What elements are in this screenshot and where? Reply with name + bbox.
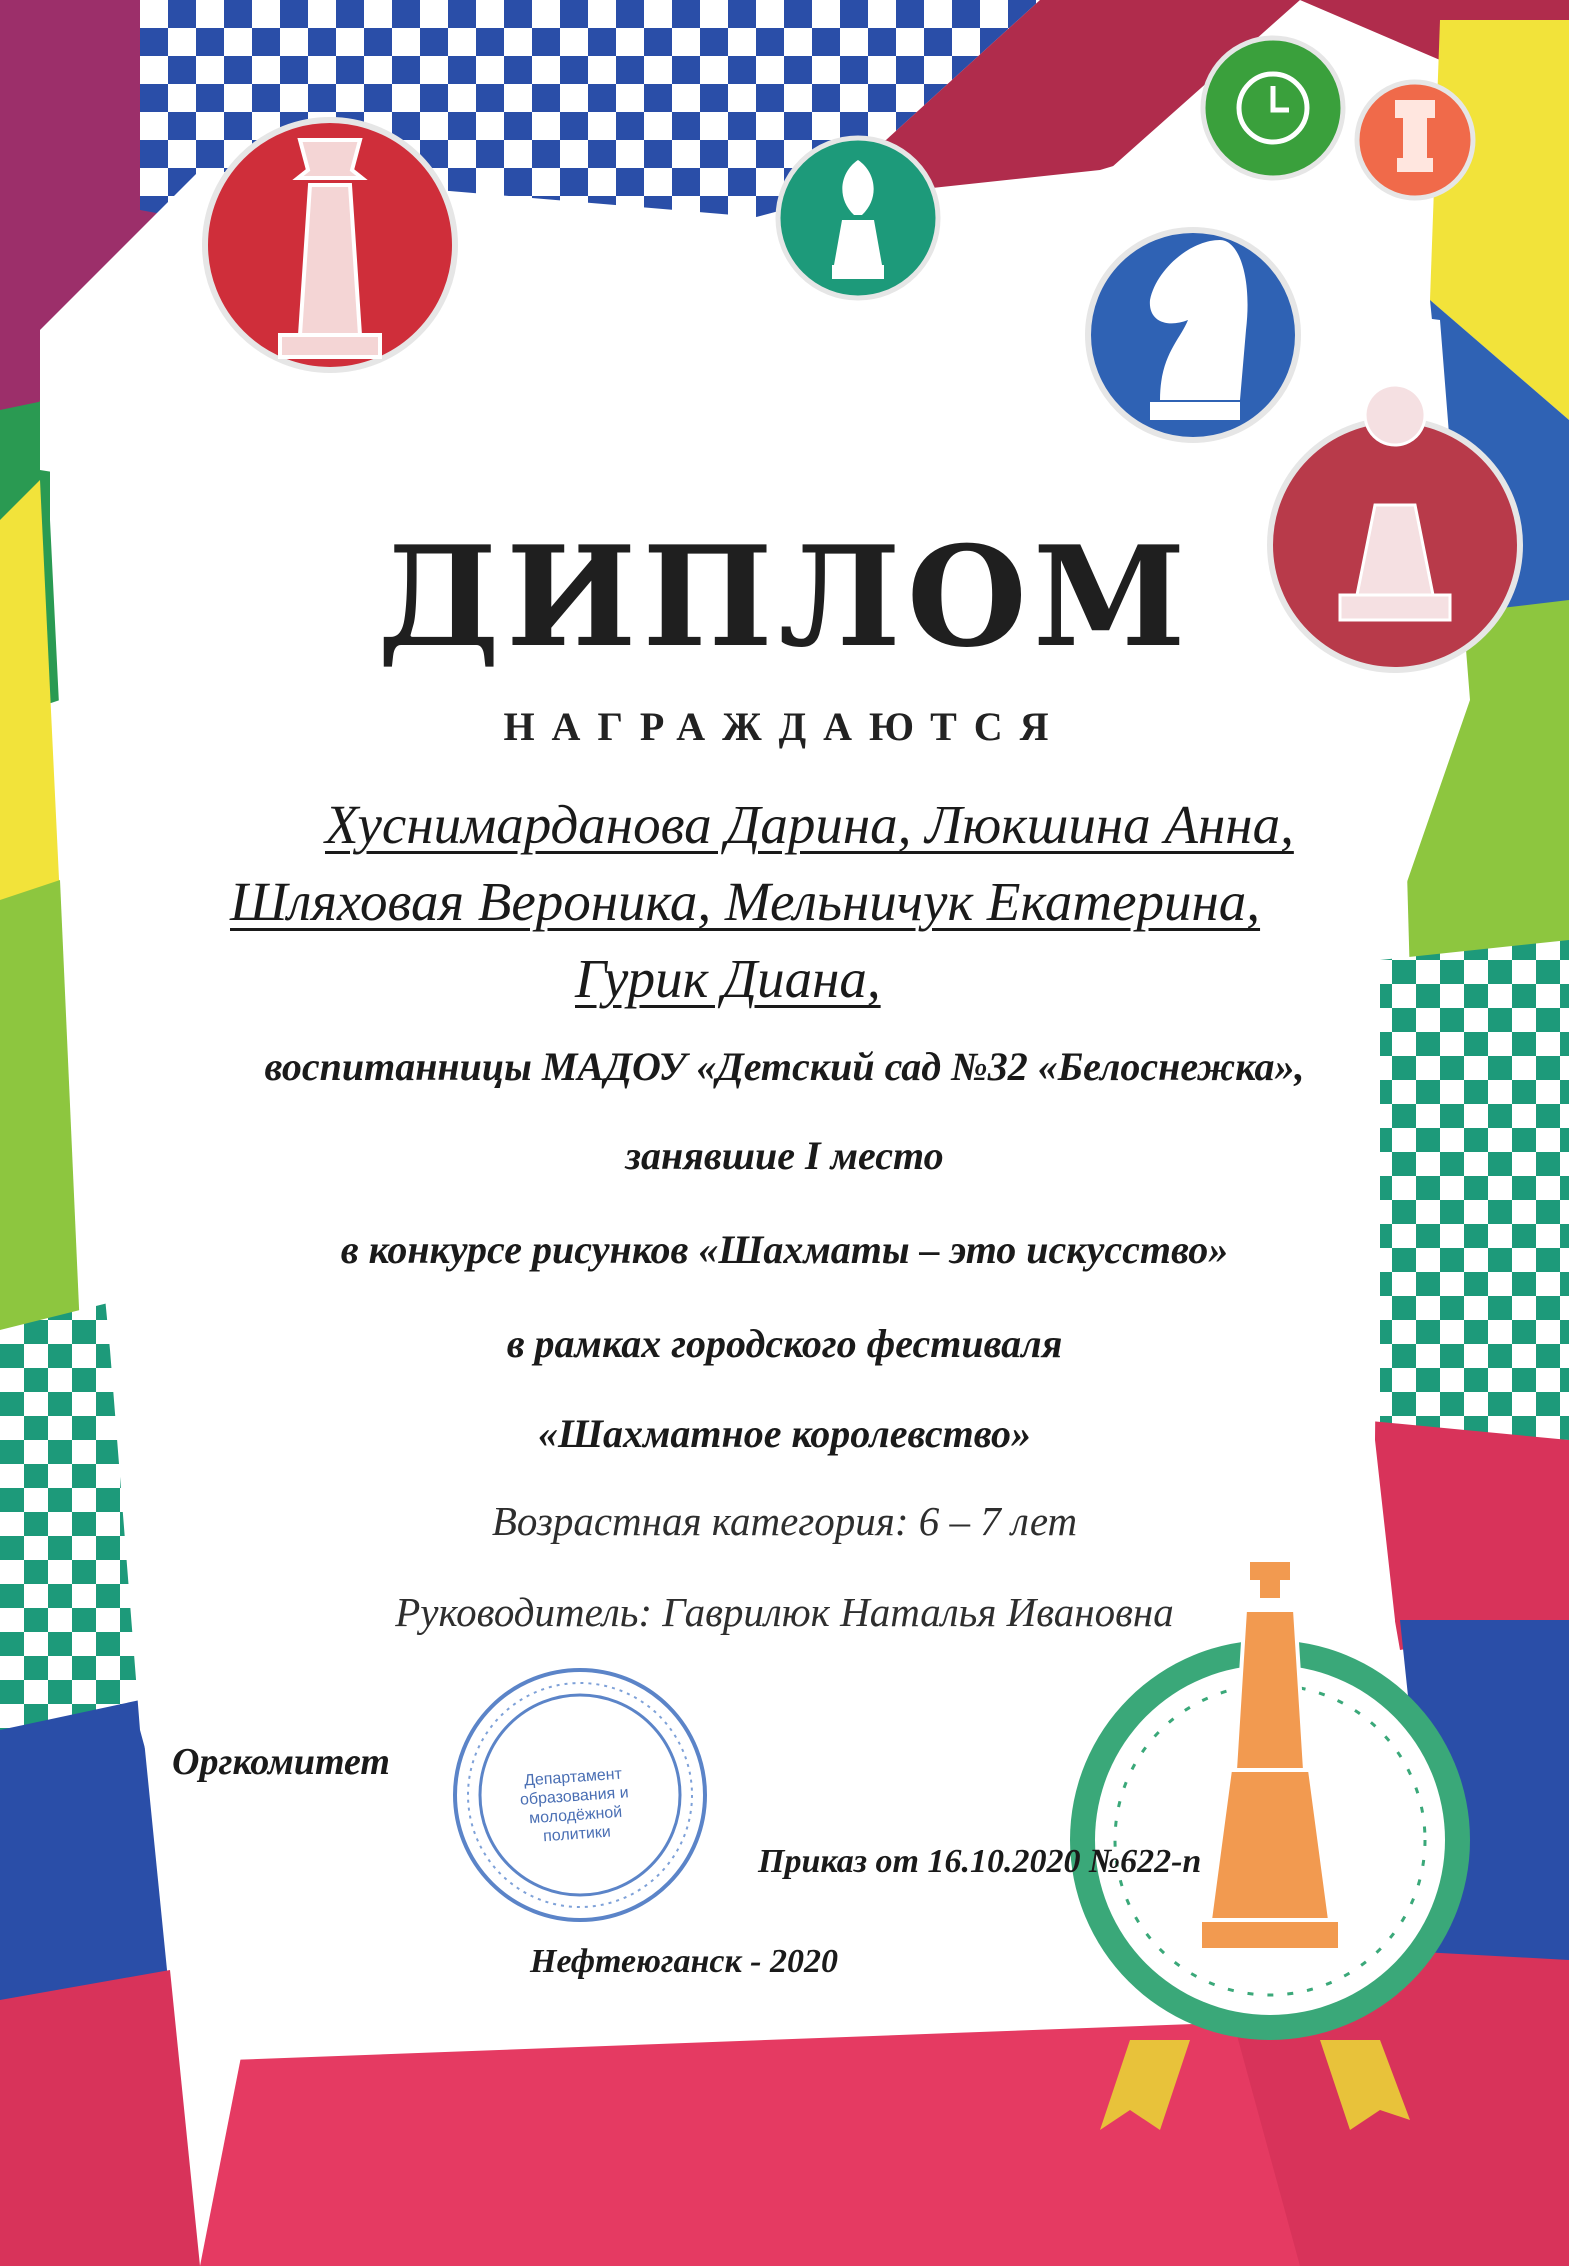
recipients-line-3: Гурик Диана, [575, 948, 881, 1009]
contest-line: в конкурсе рисунков «Шахматы – это искусство» [340, 1227, 1229, 1272]
recipients-line-2: Шляховая Вероника, Мельничук Екатерина, [230, 871, 1261, 932]
recipients-line-1: Хуснимарданова Дарина, Люкшина Анна, [325, 794, 1294, 855]
institution-line: воспитанницы МАДОУ «Детский сад №32 «Белоснежка», [264, 1044, 1305, 1089]
awarded-heading: НАГРАЖДАЮТСЯ [503, 704, 1066, 749]
festival-line: в рамках городского фестиваля [506, 1321, 1063, 1366]
festival-name-line: «Шахматное королевство» [537, 1411, 1032, 1456]
diploma-title: ДИПЛОМ [377, 515, 1192, 678]
organizer-label: Оргкомитет [172, 1741, 390, 1783]
place-line: занявшие I место [625, 1133, 944, 1178]
age-category: Возрастная категория: 6 – 7 лет [491, 1498, 1078, 1544]
city-year: Нефтеюганск - 2020 [530, 1943, 839, 1980]
stamp-label: Департамент образования и молодёжной политики [519, 1765, 630, 1846]
order-reference: Приказ от 16.10.2020 №622-п [758, 1843, 1202, 1880]
supervisor: Руководитель: Гаврилюк Наталья Ивановна [395, 1589, 1174, 1635]
